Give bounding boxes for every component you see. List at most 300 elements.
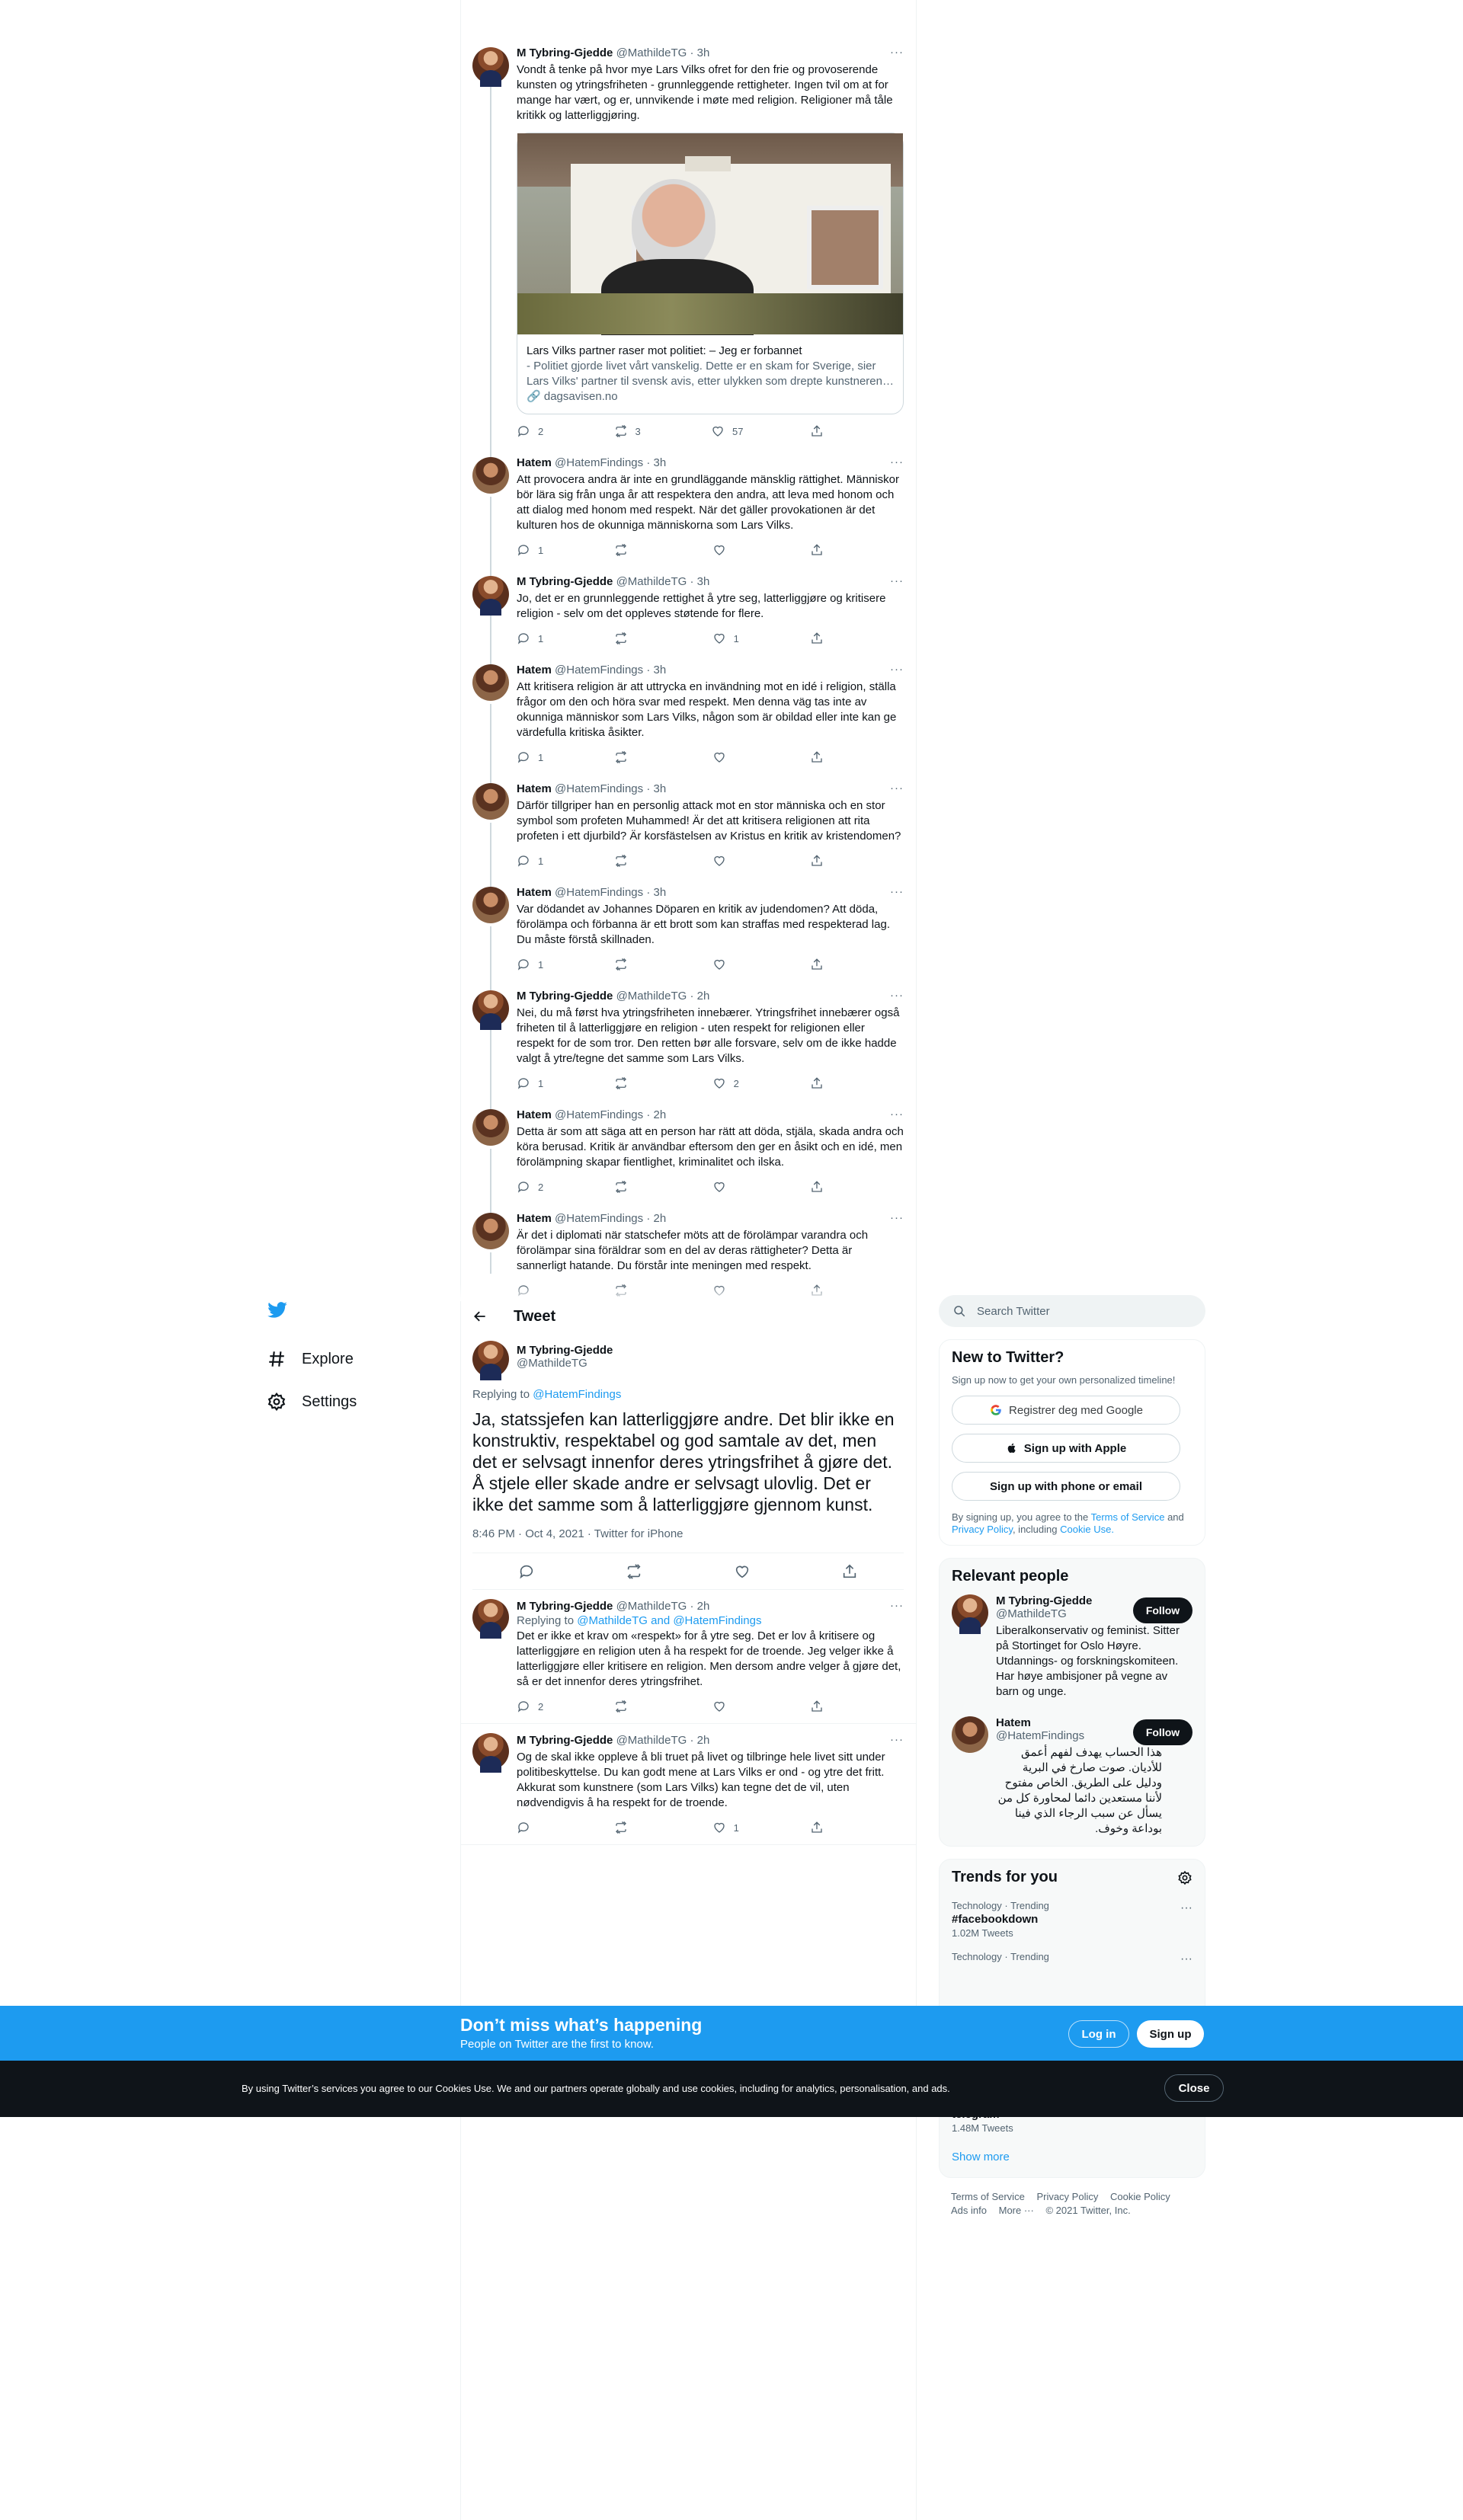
share-icon — [810, 632, 824, 645]
author-name[interactable]: Hatem — [517, 1108, 552, 1121]
side-navigation — [267, 1295, 357, 1423]
person-handle[interactable]: @HatemFindings — [996, 1729, 1085, 1742]
retweet-icon — [614, 1180, 628, 1194]
like-button[interactable] — [712, 1700, 743, 1713]
signup-banner — [0, 2006, 1463, 2061]
retweet-icon — [614, 1821, 628, 1834]
share-icon — [810, 1700, 824, 1713]
retweet-icon — [614, 958, 628, 971]
retweet-icon[interactable] — [626, 1563, 642, 1580]
reply-button[interactable] — [517, 1180, 547, 1194]
link-card-image — [517, 133, 903, 334]
reply-icon — [517, 1821, 530, 1834]
tweet-time[interactable]: · 2h — [646, 1212, 667, 1225]
trend-item[interactable] — [952, 1894, 1192, 1945]
retweet-button[interactable] — [614, 1180, 645, 1194]
more-icon[interactable]: ··· — [890, 574, 904, 587]
thread-tweet[interactable] — [460, 46, 916, 439]
tweet-actions — [517, 1820, 840, 1835]
tweet-time[interactable]: · 3h — [646, 782, 667, 795]
share-icon — [810, 1821, 824, 1834]
replying-to-prefix: Replying to — [472, 1388, 530, 1401]
avatar[interactable] — [952, 1594, 988, 1631]
reply-icon — [517, 750, 530, 764]
thread-tweet[interactable] — [460, 1211, 916, 1272]
thread-tweet[interactable] — [460, 1108, 916, 1194]
tweet-actions — [517, 424, 840, 439]
column-divider-right — [916, 0, 917, 2520]
reply-icon — [517, 543, 530, 557]
google-signup-label: Registrer deg med Google — [1009, 1403, 1143, 1417]
like-count: 2 — [733, 1077, 739, 1089]
tweet-actions — [517, 1076, 840, 1091]
tweet-actions — [517, 853, 840, 868]
tweet-header — [517, 782, 904, 797]
author-handle[interactable]: @MathildeTG — [616, 575, 687, 588]
trends-header — [952, 1869, 1192, 1886]
author-handle[interactable]: @MathildeTG — [517, 1357, 587, 1370]
follow-button[interactable]: Follow — [1133, 1719, 1192, 1745]
tweet-header — [517, 456, 904, 471]
link-card[interactable] — [517, 133, 904, 414]
retweet-icon — [614, 750, 628, 764]
like-button[interactable] — [712, 1180, 743, 1194]
retweet-button[interactable] — [614, 1821, 645, 1834]
avatar[interactable] — [472, 887, 509, 923]
thread-tweet[interactable] — [460, 663, 916, 765]
author-handle[interactable]: @HatemFindings — [555, 1212, 644, 1225]
author-handle[interactable]: @HatemFindings — [555, 456, 644, 469]
like-icon — [712, 854, 726, 868]
more-icon[interactable]: ··· — [1180, 1952, 1192, 1965]
tweet-time[interactable]: · 3h — [690, 575, 710, 588]
tweet-header — [517, 1599, 904, 1614]
person-name[interactable]: M Tybring-Gjedde — [996, 1594, 1093, 1607]
tweet-text: Är det i diplomati när statschefer möts att de förolämpar varandra och förolämpar sina föräldrar som en del av deras rättigheter? Detta är sannerligt hatande. Du förstår inte meningen med respekt. — [517, 1229, 869, 1272]
footer-terms[interactable]: Terms of Service — [951, 2191, 1025, 2202]
terms-and: and — [1167, 1511, 1184, 1523]
trend-count: 1.48M Tweets — [952, 2122, 1013, 2134]
back-arrow-icon[interactable] — [472, 1309, 488, 1324]
like-icon — [712, 632, 726, 645]
more-icon[interactable]: ··· — [1180, 1901, 1192, 1914]
retweet-icon — [614, 424, 628, 438]
thread-connector — [490, 1149, 491, 1213]
reply-count: 2 — [538, 1181, 544, 1193]
tweet-text: Var dödandet av Johannes Döparen en kritik av judendomen? Att döda, förolämpa och förbanna är ett brott som kan straffas med respekterad lag. Du måste förstå skillnaden. — [517, 903, 890, 946]
like-button[interactable] — [711, 424, 743, 438]
like-count: 1 — [733, 1821, 739, 1834]
replying-to-link[interactable]: @MathildeTG and @HatemFindings — [577, 1614, 762, 1627]
tweet-header — [517, 574, 904, 590]
trend-count: 1.02M Tweets — [952, 1927, 1013, 1939]
share-button[interactable] — [810, 543, 840, 557]
tweet-actions — [517, 542, 840, 558]
like-icon — [711, 424, 725, 438]
nav-settings-label: Settings — [302, 1393, 357, 1410]
nav-explore-label: Explore — [302, 1350, 354, 1367]
thread-connector — [490, 87, 491, 457]
tweet-text: Vondt å tenke på hvor mye Lars Vilks ofret for den frie og provoserende kunsten og ytringsfriheten - grunnleggende rettigheter. Ingen tvil om at for mange har vært, og er, unnvikende i møte med religion. Religioner må tåle kritikk og latterliggjøring. — [517, 63, 893, 122]
thread-tweet[interactable] — [460, 456, 916, 558]
reply-icon — [517, 1180, 530, 1194]
relevant-person[interactable] — [952, 1716, 1192, 1837]
like-count: 57 — [732, 425, 744, 437]
like-button[interactable] — [712, 1076, 743, 1090]
tweet-text: Detta är som att säga att en person har rätt att döda, stjäla, skada andra och köra berusad. Kritik är användbar eftersom den ger en åsikt och en idé, men förolämpning skapar fientlighet, kriminalitet och ilska. — [517, 1125, 904, 1169]
author-handle[interactable]: @MathildeTG — [616, 1734, 687, 1747]
link-card-url — [527, 389, 894, 405]
share-icon — [810, 958, 824, 971]
thread-connector — [490, 823, 491, 887]
nav-explore[interactable] — [267, 1338, 357, 1380]
avatar[interactable] — [472, 664, 509, 701]
avatar[interactable] — [472, 990, 509, 1027]
signup-button[interactable]: Sign up — [1137, 2020, 1204, 2048]
signup-subtitle: Sign up now to get your own personalized timeline! — [952, 1374, 1176, 1386]
focused-tweet-text: Ja, statssjefen kan latterliggjøre andre. Det blir ikke en konstruktiv, respektabel og god samtale av det, men det er selvsagt innenfor deres ytringsfrihet å gjøre det. Å stjele eller skade andre er selvsagt ulovlig. Det er ikke det samme som å latterliggjøre gjennom kunst. — [472, 1409, 895, 1514]
tweet-text: Jo, det er en grunnleggende rettighet å ytre seg, latterliggjøre og kritisere religion - selv om det oppleves støtende for flere. — [517, 592, 886, 620]
retweet-button[interactable] — [614, 958, 645, 971]
avatar[interactable] — [472, 576, 509, 612]
share-button[interactable] — [810, 1700, 840, 1713]
avatar[interactable] — [472, 1109, 509, 1146]
author-handle[interactable]: @HatemFindings — [555, 1108, 644, 1121]
link-card-description: - Politiet gjorde livet vårt vanskelig. Dette er en skam for Sverige, sier Lars Vilks' partner til svensk avis, etter ulykken som drepte kunstneren… — [527, 360, 894, 388]
reply-icon — [517, 1700, 530, 1713]
tweet-actions — [517, 1699, 840, 1714]
search-icon — [952, 1304, 966, 1318]
share-button[interactable] — [810, 1076, 840, 1090]
reply-button[interactable] — [517, 1700, 547, 1713]
tweet-time[interactable]: · 3h — [646, 456, 667, 469]
footer-more[interactable]: More ··· — [998, 2205, 1034, 2216]
cookie-link[interactable]: Cookie Use. — [1060, 1524, 1114, 1535]
author-name[interactable]: Hatem — [517, 1212, 552, 1225]
like-icon — [712, 1076, 726, 1090]
tweet-header — [517, 46, 904, 61]
author-name[interactable]: M Tybring-Gjedde — [517, 1734, 613, 1747]
share-button[interactable] — [810, 854, 840, 868]
gear-icon — [267, 1392, 287, 1412]
hashtag-icon — [267, 1349, 287, 1369]
retweet-icon — [614, 1700, 628, 1713]
terms-prefix: By signing up, you agree to the — [952, 1511, 1089, 1523]
thread-connector — [490, 616, 491, 664]
like-icon — [712, 1180, 726, 1194]
person-name[interactable]: Hatem — [996, 1716, 1031, 1729]
like-icon — [712, 1821, 726, 1834]
author-handle[interactable]: @HatemFindings — [555, 664, 644, 676]
thread-tweet[interactable] — [460, 574, 916, 646]
tweet-timestamp[interactable]: 8:46 PM · Oct 4, 2021 · Twitter for iPhone — [472, 1527, 904, 1553]
reply-button[interactable] — [517, 424, 547, 438]
tweet-time[interactable]: · 2h — [690, 1600, 710, 1613]
privacy-link[interactable]: Privacy Policy — [952, 1524, 1013, 1535]
author-name[interactable]: M Tybring-Gjedde — [517, 990, 613, 1003]
tweet-time[interactable]: · 2h — [690, 1734, 710, 1747]
tweet-text: Därför tillgriper han en personlig attack mot en stor människa och en stor symbol som profeten Muhammed! Är det att kritisera religionen att rita profeten i ett djurbild? Är korsfästelsen av Kristus en kritik av kristendomen? — [517, 799, 901, 843]
retweet-icon — [614, 854, 628, 868]
reply-button[interactable] — [517, 632, 547, 645]
tweet-actions — [517, 957, 840, 972]
avatar[interactable] — [472, 1599, 509, 1636]
person-bio: Liberalkonservativ og feminist. Sitter på Stortinget for Oslo Høyre. Utdannings- og forskningskomiteen. Har høye ambisjoner på vegne av barn og unge. — [996, 1624, 1180, 1698]
author-name[interactable]: Hatem — [517, 886, 552, 899]
footer-links — [939, 2190, 1205, 2218]
tweet-text: Og de skal ikke oppleve å bli truet på livet og tilbringe hele livet sitt under politibeskyttelse. Du kan godt mene at Lars Vilks er ond - og ytre det fritt. Akkurat som kunstnere (som Lars Vilks) kan tegne det de vil, uten nødvendigvis å ha respekt for de troende. — [517, 1751, 885, 1809]
like-button[interactable] — [712, 1821, 743, 1834]
thread-connector — [490, 1030, 491, 1109]
reply-count: 1 — [538, 544, 544, 556]
relevant-person[interactable] — [952, 1594, 1192, 1700]
banner-subtitle: People on Twitter are the first to know. — [460, 2038, 655, 2051]
banner-title: Don’t miss what’s happening — [460, 2015, 703, 2035]
tweet-header — [517, 1108, 904, 1123]
share-icon — [810, 543, 824, 557]
page-title: Tweet — [514, 1307, 556, 1325]
share-icon[interactable] — [841, 1563, 858, 1580]
retweet-count: 3 — [635, 425, 641, 437]
author-name[interactable]: Hatem — [517, 782, 552, 795]
tweet-text: Att provocera andra är inte en grundläggande mänsklig rättighet. Människor bör lära sig från unga år att respektera den andra, att leva med honom och att dialog med honom med respekt. När det gäller provokationen är det kulturen hos de okunniga människorna som Lars Vilks. — [517, 473, 899, 532]
nav-settings[interactable] — [267, 1380, 357, 1423]
cookie-text: By using Twitter’s services you agree to our Cookies Use. We and our partners operate globally and use cookies, including for analytics, personalisation, and ads. — [242, 2083, 950, 2094]
replying-to-link[interactable]: @HatemFindings — [533, 1388, 622, 1401]
apple-signup-label: Sign up with Apple — [1023, 1441, 1127, 1455]
phone-signup-button[interactable] — [952, 1472, 1180, 1501]
tweet-text: Det er ikke et krav om «respekt» for å ytre seg. Det er lov å kritisere og latterliggjøre en religion uten å ha respekt for de troende. Jeg velger ikke å latterliggjøre eller kritisere en religion. Men dersom andre velger å gjøre det, så er det innenfor deres ytringsfrihet. — [517, 1629, 901, 1688]
retweet-button[interactable] — [614, 1076, 645, 1090]
replies-list — [460, 1590, 916, 1845]
signup-terms — [952, 1511, 1192, 1536]
reply-count: 1 — [538, 855, 544, 867]
retweet-button[interactable] — [614, 424, 645, 438]
tweet-time[interactable]: · 3h — [646, 664, 667, 676]
reply-button[interactable] — [517, 543, 547, 557]
phone-signup-label: Sign up with phone or email — [989, 1479, 1142, 1493]
replying-to — [517, 1614, 904, 1627]
google-icon — [989, 1403, 1003, 1417]
reply-icon — [517, 958, 530, 971]
retweet-button[interactable] — [614, 543, 645, 557]
author-handle[interactable]: @MathildeTG — [616, 1600, 687, 1613]
thread-connector — [490, 1252, 491, 1274]
share-button[interactable] — [810, 750, 840, 764]
more-icon[interactable]: ··· — [890, 989, 904, 1002]
reply-button[interactable] — [517, 854, 547, 868]
tweet-actions — [517, 750, 840, 765]
like-button[interactable] — [712, 543, 743, 557]
focused-tweet-actions — [472, 1553, 904, 1590]
share-icon — [810, 424, 824, 438]
reply-count: 2 — [538, 1700, 544, 1713]
tweet-header — [517, 1211, 904, 1226]
author-handle[interactable]: @HatemFindings — [555, 782, 644, 795]
thread-tweet[interactable] — [460, 989, 916, 1091]
tweet-time[interactable]: · 2h — [690, 990, 710, 1003]
person-handle[interactable]: @MathildeTG — [996, 1607, 1067, 1620]
like-icon — [712, 1700, 726, 1713]
trends-title: Trends for you — [952, 1869, 1058, 1885]
apple-signup-button[interactable] — [952, 1434, 1180, 1463]
author-name[interactable]: M Tybring-Gjedde — [517, 1600, 613, 1613]
signup-title: New to Twitter? — [952, 1349, 1064, 1366]
more-icon[interactable]: ··· — [890, 46, 904, 59]
reply-icon[interactable] — [518, 1563, 535, 1580]
reply-count: 1 — [538, 632, 544, 644]
more-icon[interactable]: ··· — [890, 1108, 904, 1121]
tweet-time[interactable]: · 3h — [646, 886, 667, 899]
like-icon — [712, 543, 726, 557]
conversation-thread — [460, 46, 916, 1272]
link-card-domain: dagsavisen.no — [543, 390, 618, 403]
share-button[interactable] — [810, 1180, 840, 1194]
footer-cookie[interactable]: Cookie Policy — [1109, 2191, 1170, 2202]
google-signup-button[interactable] — [952, 1396, 1180, 1425]
avatar[interactable] — [472, 783, 509, 820]
follow-button[interactable]: Follow — [1133, 1597, 1192, 1623]
reply-count: 1 — [538, 1077, 544, 1089]
reply-button[interactable] — [517, 1821, 547, 1834]
retweet-icon — [614, 543, 628, 557]
relevant-people-box — [939, 1558, 1205, 1847]
link-card-meta — [517, 334, 903, 414]
show-more-link[interactable]: Show more — [952, 2151, 1010, 2163]
like-icon — [712, 750, 726, 764]
relevant-people-title: Relevant people — [952, 1568, 1069, 1585]
tweet-header — [517, 1733, 904, 1748]
author-name[interactable]: M Tybring-Gjedde — [517, 1344, 613, 1357]
more-icon[interactable]: ··· — [890, 1599, 904, 1612]
reply-tweet[interactable] — [460, 1590, 916, 1724]
like-button[interactable] — [712, 750, 743, 764]
terms-including: , including — [1012, 1524, 1058, 1535]
tweet-actions — [517, 631, 840, 646]
author-handle[interactable]: @MathildeTG — [616, 46, 687, 59]
footer-ads[interactable]: Ads info — [951, 2205, 987, 2216]
tweet-header — [517, 989, 904, 1004]
reply-count: 1 — [538, 751, 544, 763]
twitter-bird-icon — [267, 1300, 288, 1321]
terms-link[interactable]: Terms of Service — [1090, 1511, 1165, 1523]
author-name[interactable]: Hatem — [517, 456, 552, 469]
reply-button[interactable] — [517, 958, 547, 971]
like-icon[interactable] — [734, 1563, 751, 1580]
like-icon — [712, 958, 726, 971]
twitter-logo[interactable] — [267, 1295, 357, 1326]
focused-tweet — [460, 1338, 916, 1590]
tweet-text: Nei, du må først hva ytringsfriheten innebærer. Ytringsfrihet innebærer også friheten til å latterliggjøre en religion - uten respekt for religionen eller respekt for de som tror. Den retten bør alle forsvare, selv om de ikke hadde valgt å ytre/tegne det samme som Lars Vilks. — [517, 1006, 900, 1065]
tweet-header — [460, 1295, 916, 1338]
focused-tweet-author[interactable] — [472, 1338, 904, 1380]
author-handle[interactable]: @MathildeTG — [616, 990, 687, 1003]
more-icon[interactable]: ··· — [890, 885, 904, 898]
tweet-time[interactable]: · 2h — [646, 1108, 667, 1121]
like-button[interactable] — [712, 958, 743, 971]
reply-count: 1 — [538, 958, 544, 971]
reply-icon — [517, 854, 530, 868]
avatar[interactable] — [472, 1733, 509, 1770]
author-handle[interactable]: @HatemFindings — [555, 886, 644, 899]
thread-connector — [490, 926, 491, 990]
gear-icon[interactable] — [1177, 1870, 1192, 1885]
retweet-button[interactable] — [614, 854, 645, 868]
tweet-header — [517, 885, 904, 900]
share-icon — [810, 1180, 824, 1194]
link-card-title: Lars Vilks partner raser mot politiet: – Jeg er forbannet — [527, 344, 802, 357]
person-bio: هذا الحساب يهدف لفهم أعمق للأديان. صوت صارخ في البرية ودليل على الطريق. الخاص مفتوح لأننا مستعدين دائما لمحاورة كل من يسأل عن سبب الرجاء الذي فينا بوداعة وخوف. — [997, 1746, 1162, 1835]
author-name[interactable]: M Tybring-Gjedde — [517, 575, 613, 588]
like-button[interactable] — [712, 632, 743, 645]
thread-tweet[interactable] — [460, 885, 916, 972]
link-icon: 🔗 — [527, 390, 541, 403]
thread-connector — [490, 497, 491, 576]
share-button[interactable] — [810, 1821, 840, 1834]
retweet-icon — [614, 632, 628, 645]
search-placeholder: Search Twitter — [977, 1304, 1050, 1318]
avatar[interactable] — [472, 457, 509, 494]
avatar[interactable] — [472, 47, 509, 84]
avatar[interactable] — [472, 1213, 509, 1249]
footer-privacy[interactable]: Privacy Policy — [1036, 2191, 1099, 2202]
reply-icon — [517, 1076, 530, 1090]
retweet-icon — [614, 1076, 628, 1090]
more-icon[interactable]: ··· — [890, 782, 904, 795]
cookie-close-button[interactable]: Close — [1164, 2074, 1224, 2102]
trend-context: Technology · Trending — [952, 1900, 1049, 1911]
share-icon — [810, 854, 824, 868]
more-icon[interactable]: ··· — [890, 663, 904, 676]
replying-to — [472, 1388, 904, 1401]
cookie-bar — [0, 2061, 1463, 2117]
search-input[interactable] — [939, 1295, 1205, 1327]
share-button[interactable] — [810, 632, 840, 645]
reply-icon — [517, 424, 530, 438]
more-icon[interactable]: ··· — [890, 1733, 904, 1746]
retweet-button[interactable] — [614, 1700, 645, 1713]
author-name[interactable]: M Tybring-Gjedde — [517, 46, 613, 59]
more-icon[interactable]: ··· — [890, 1211, 904, 1224]
login-button[interactable]: Log in — [1068, 2020, 1129, 2048]
tweet-detail-column — [460, 1295, 916, 1845]
avatar[interactable] — [472, 1341, 509, 1377]
apple-icon — [1006, 1442, 1018, 1454]
reply-button[interactable] — [517, 750, 547, 764]
retweet-button[interactable] — [614, 632, 645, 645]
tweet-actions — [517, 1179, 840, 1194]
trend-context: Technology · Trending — [952, 1951, 1049, 1962]
replying-to-prefix: Replying to — [517, 1614, 575, 1627]
share-button[interactable] — [810, 958, 840, 971]
reply-icon — [517, 632, 530, 645]
like-button[interactable] — [712, 854, 743, 868]
tweet-text: Att kritisera religion är att uttrycka en invändning mot en idé i religion, ställa frågor om den och höra svar med respekt. Men denna väg tas inte av okunniga människor som Lars Vilks, någon som är obildad eller inte kan ge värdefulla kritiska åsikter. — [517, 680, 897, 739]
tweet-time[interactable]: · 3h — [690, 46, 710, 59]
thread-connector — [490, 704, 491, 783]
footer-copyright: © 2021 Twitter, Inc. — [1045, 2205, 1131, 2216]
reply-button[interactable] — [517, 1076, 547, 1090]
reply-tweet[interactable] — [460, 1724, 916, 1845]
avatar[interactable] — [952, 1716, 988, 1753]
thread-tweet[interactable] — [460, 782, 916, 868]
like-count: 1 — [733, 632, 739, 644]
author-name[interactable]: Hatem — [517, 664, 552, 676]
more-icon[interactable]: ··· — [890, 456, 904, 469]
retweet-button[interactable] — [614, 750, 645, 764]
share-button[interactable] — [810, 424, 840, 438]
share-icon — [810, 750, 824, 764]
